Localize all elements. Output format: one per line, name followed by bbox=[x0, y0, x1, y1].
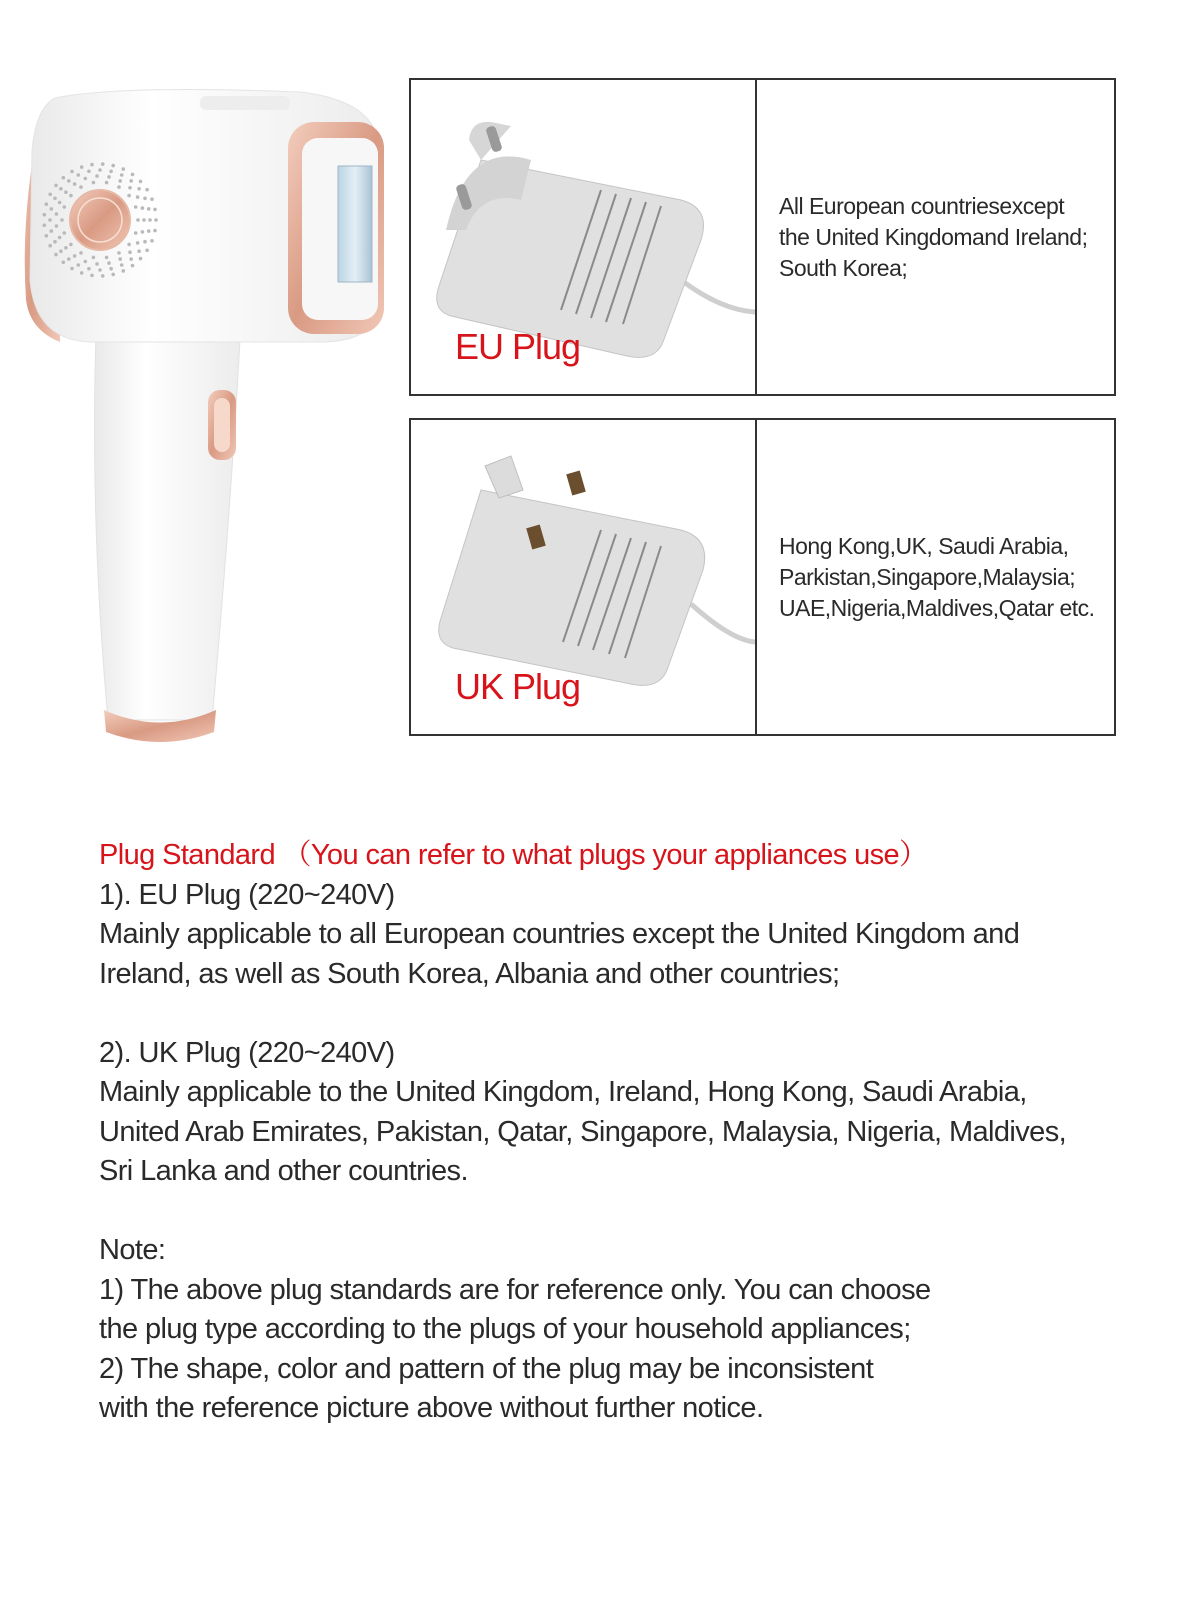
note-line: 1) The above plug standards are for reference only. You can choose bbox=[99, 1273, 931, 1306]
uk-desc-line: Hong Kong,UK, Saudi Arabia, bbox=[779, 532, 1069, 559]
spacer bbox=[99, 1192, 1159, 1232]
eu-plug-body-line: Mainly applicable to all European countries except the United Kingdom and bbox=[99, 918, 1020, 950]
uk-desc-line: UAE,Nigeria,Maldives,Qatar etc. bbox=[779, 594, 1095, 621]
plug-standard-heading: Plug Standard （You can refer to what plugs your appliances use） bbox=[99, 839, 928, 871]
eu-plug-description bbox=[779, 191, 1088, 284]
eu-plug-description-cell bbox=[757, 80, 1114, 394]
uk-plug-description-cell bbox=[757, 420, 1114, 734]
eu-plug-title: 1). EU Plug (220~240V) bbox=[99, 878, 395, 911]
uk-plug-body-line: United Arab Emirates, Pakistan, Qatar, Singapore, Malaysia, Nigeria, Maldives, bbox=[99, 1115, 1067, 1148]
uk-plug-row bbox=[409, 418, 1116, 736]
note-line: with the reference picture above without further notice. bbox=[99, 1392, 764, 1424]
uk-desc-line: Parkistan,Singapore,Malaysia; bbox=[779, 563, 1076, 590]
eu-plug-row bbox=[409, 78, 1116, 396]
eu-plug-image-cell bbox=[411, 80, 757, 394]
note-title: Note: bbox=[99, 1234, 166, 1266]
note-line: 2) The shape, color and pattern of the plug may be inconsistent bbox=[99, 1352, 874, 1385]
eu-plug-body-line: Ireland, as well as South Korea, Albania and other countries; bbox=[99, 957, 840, 990]
eu-plug-label: EU Plug bbox=[455, 326, 581, 367]
uk-plug-label: UK Plug bbox=[455, 666, 581, 707]
plug-standard-info bbox=[99, 836, 1159, 1429]
eu-desc-line: All European countriesexcept bbox=[779, 192, 1065, 219]
uk-plug-image-cell bbox=[411, 420, 757, 734]
note-line: the plug type according to the plugs of your household appliances; bbox=[99, 1313, 911, 1345]
uk-plug-description bbox=[779, 531, 1095, 624]
uk-plug-title: 2). UK Plug (220~240V) bbox=[99, 1036, 395, 1069]
uk-plug-body-line: Sri Lanka and other countries. bbox=[99, 1155, 468, 1187]
uk-plug-body-line: Mainly applicable to the United Kingdom, Ireland, Hong Kong, Saudi Arabia, bbox=[99, 1076, 1027, 1108]
spacer bbox=[99, 994, 1159, 1034]
eu-desc-line: South Korea; bbox=[779, 254, 908, 281]
ipl-hair-removal-device-icon bbox=[0, 80, 400, 750]
eu-desc-line: the United Kingdomand Ireland; bbox=[779, 223, 1088, 250]
